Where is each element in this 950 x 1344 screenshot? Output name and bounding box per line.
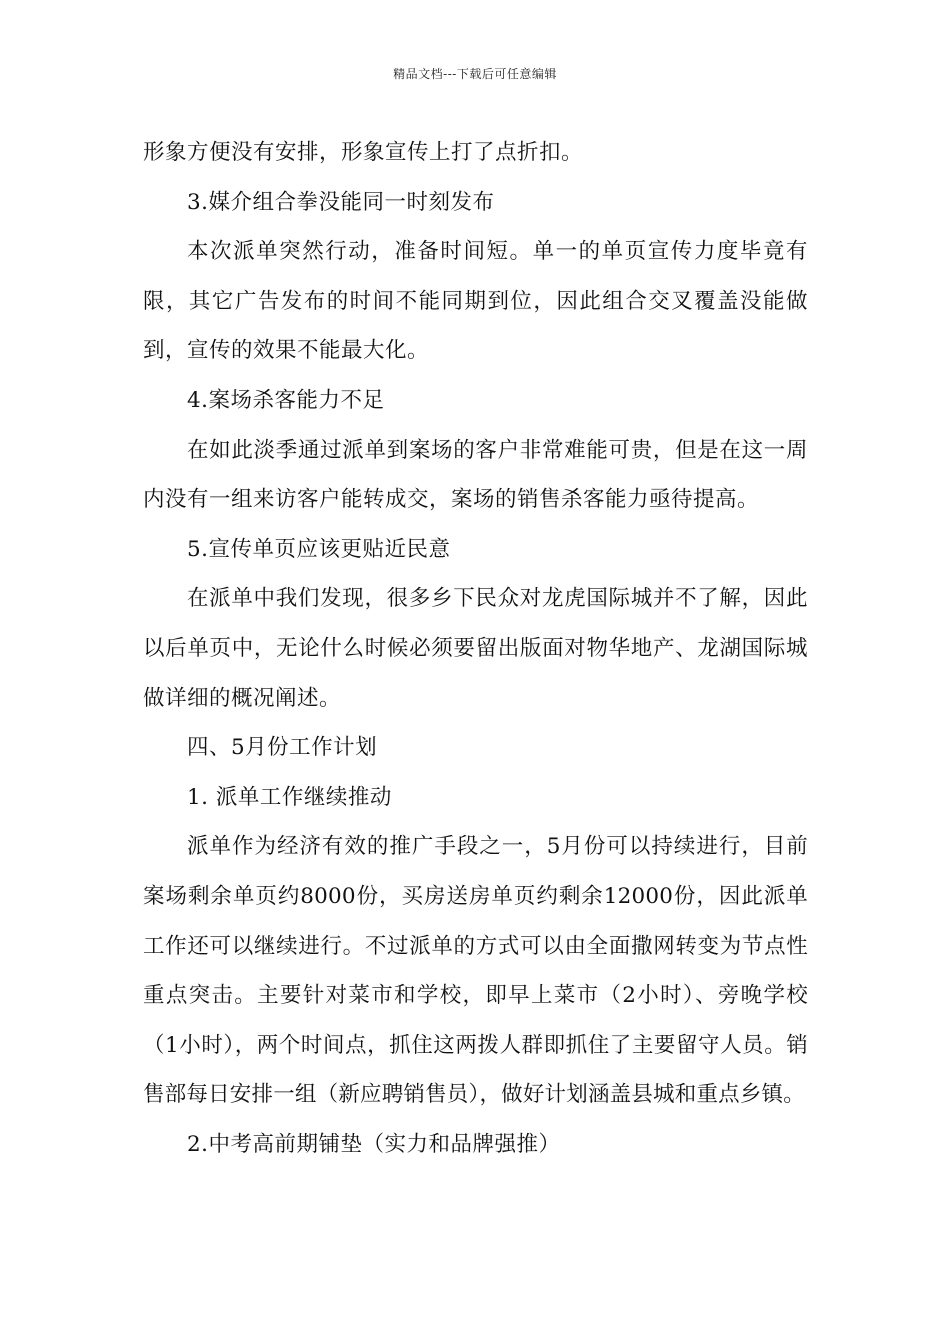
plan-heading-2: 2.中考高前期铺垫（实力和品牌强推） [187,1131,561,1157]
paragraph-media-combination: 本次派单突然行动，准备时间短。单一的单页宣传力度毕竟有限，其它广告发布的时间不能同期到位，因此组合交叉覆盖没能做到，宣传的效果不能最大化。 [143,239,808,364]
plan-heading-1: 1. 派单工作继续推动 [187,784,392,810]
chapter-heading-may-plan: 四、5月份工作计划 [187,735,378,761]
document-body [143,128,808,1169]
page-header: 精品文档---下载后可任意编辑 [393,67,557,81]
paragraph-sales-ability: 在如此淡季通过派单到案场的客户非常难能可贵，但是在这一周内没有一组来访客户能转成交，案场的销售杀客能力亟待提高。 [143,437,808,513]
paragraph-flyer-plan: 派单作为经济有效的推广手段之一，5月份可以持续进行，目前案场剩余单页约8000份，买房送房单页约剩余12000份，因此派单工作还可以继续进行。不过派单的方式可以由全面撒网转变为节点性重点突击。主要针对菜市和学校，即早上菜市（2小时）、旁晚学校（1小时），两个时间点，抓住这两拨人群即抓住了主要留守人员。销售部每日安排一组（新应聘销售员），做好计划涵盖县城和重点乡镇。 [143,834,808,1108]
section-heading-3: 3.媒介组合拳没能同一时刻发布 [187,189,495,215]
paragraph-continuation: 形象方便没有安排，形象宣传上打了点折扣。 [143,140,584,165]
section-heading-5: 5.宣传单页应该更贴近民意 [187,536,451,562]
section-heading-4: 4.案场杀客能力不足 [187,387,385,413]
paragraph-flyer-content: 在派单中我们发现，很多乡下民众对龙虎国际城并不了解，因此以后单页中，无论什么时候必须要留出版面对物华地产、龙湖国际城做详细的概况阐述。 [143,586,808,711]
